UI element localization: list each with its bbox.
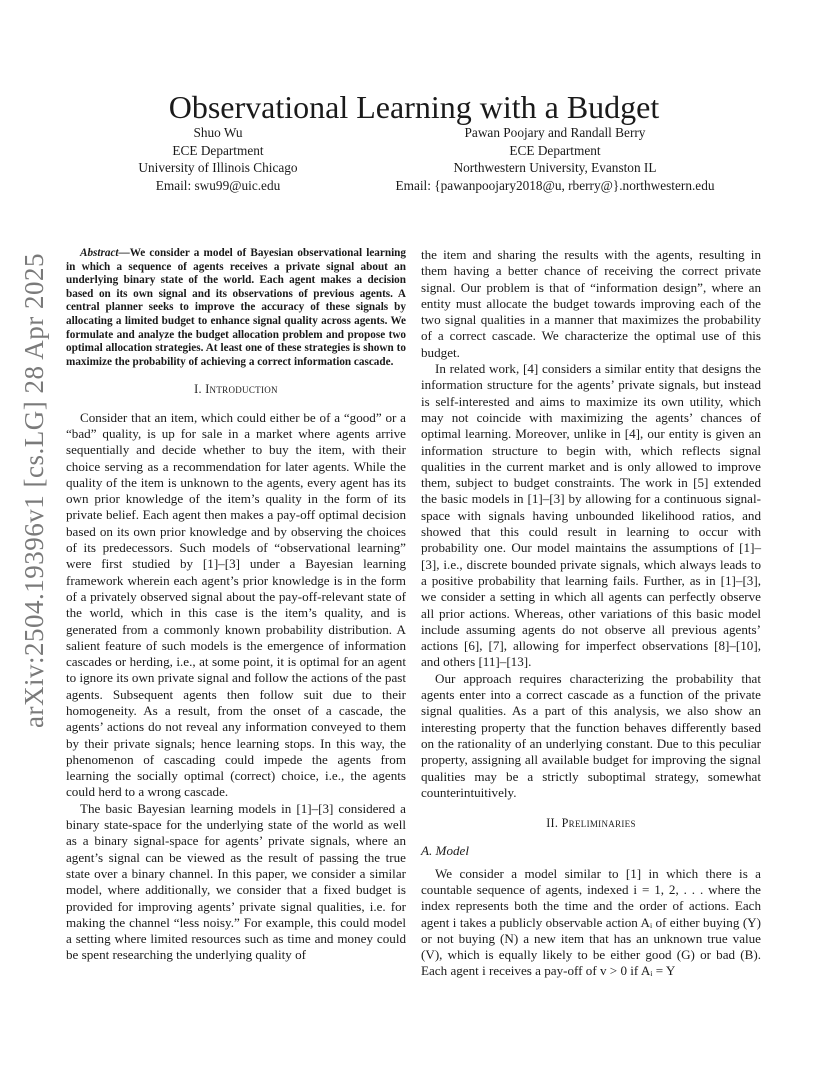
- paragraph: In related work, [4] considers a similar entity that designs the information structure for the agents’ private signals, but instead is self-interested and aims to maximize its own utility, which may not coincide with maximizing the agents’ chances of optimal learning. Moreover, unlike in [4], our entity is given an information structure to begin with, which reflects signal qualities in the current market and is only allowed to improve them, subject to budget constraints. The work in [5] extended the basic models in [1]–[3] by allowing for a continuous signal-space with signals having unbounded likelihood ratios, and showed that this could result in learning to occur with probability one. Our model maintains the assumptions of [1]–[3], i.e., discrete bounded private signals, which always leads to a positive probability that learning fails. Further, as in [1]–[3], we consider a setting in which all agents can perfectly observe all prior actions. Whereas, other variations of this basic model include assuming agents do not observe all previous agents’ actions [6], [7], allowing for imperfect observations [8]–[10], and others [11]–[13].: [421, 361, 761, 670]
- arxiv-identifier-stamp: [14, 210, 54, 770]
- author-block-right: [360, 124, 750, 194]
- author-name: Shuo Wu: [193, 125, 243, 140]
- author-email: Email: {pawanpoojary2018@u, rberry@}.northwestern.edu: [395, 177, 715, 193]
- arxiv-id-text: arXiv:2504.19396v1 [cs.LG] 28 Apr 2025: [18, 252, 49, 728]
- paragraph: Our approach requires characterizing the probability that agents enter into a correct cascade as a function of the private signal qualities. As a part of this analysis, we also show an interesting property that the function behaves differently based on the rationality of an underlying constant. Due to this peculiar property, assigning all available budget for improving the signal qualities may be a strictly suboptimal strategy, somewhat counterintuitively.: [421, 670, 761, 800]
- author-institution: University of Illinois Chicago: [138, 160, 298, 175]
- author-department: ECE Department: [172, 142, 264, 158]
- right-column: [421, 247, 761, 980]
- section-number: I.: [194, 382, 206, 397]
- abstract: [66, 247, 406, 369]
- section-title: Preliminaries: [561, 816, 636, 831]
- paragraph: The basic Bayesian learning models in [1]–[3] considered a binary state-space for the underlying state of the world as well as a binary signal-space for agents’ private signals, where an agent’s signal can be viewed as the result of passing the true state over a binary channel. In this paper, we consider a similar model, where additionally, we consider that a fixed budget is provided for improving agents’ private signal qualities, i.e. for making the channel “less noisy.” For example, this could model a setting where limited resources such as time and money could be spent researching the underlying quality of: [66, 800, 406, 963]
- author-email: Email: swu99@uic.edu: [155, 177, 281, 193]
- paragraph: Consider that an item, which could either be of a “good” or a “bad” quality, is up for sale in a market where agents arrive sequentially and decide whether to buy the item, with their choice serving as a recommendation for later agents. While the quality of the item is unknown to the agents, every agent has its own prior knowledge of the item’s quality in the form of its private belief. Each agent then makes a pay-off optimal decision based on its own prior knowledge and by observing the choices of its predecessors. Such models of “observational learning” were first studied by [1]–[3] under a Bayesian learning framework wherein each agent’s prior knowledge is in the form of a privately observed signal about the pay-off-relevant state of the world, which in this case is the item’s quality, and is generated from a commonly known probability distribution. A salient feature of such models is the emergence of information cascades or herding, i.e., at some point, it is optimal for an agent to ignore its own private signal and follow the actions of the past agents. Subsequent agents then follow suit due to their homogeneity. As a result, from the onset of a cascade, the agents’ actions do not reveal any information conveyed to them by their private signals; hence learning stops. In this way, the phenomenon of cascading could impede the agents from learning the socially optimal (correct) choice, i.e., the agents could herd to a wrong cascade.: [66, 409, 406, 800]
- author-name: Pawan Poojary and Randall Berry: [464, 125, 646, 140]
- paper-title: Observational Learning with a Budget: [168, 89, 660, 126]
- left-column: [66, 247, 406, 964]
- section-heading-preliminaries: [421, 815, 761, 831]
- author-department: ECE Department: [509, 142, 601, 158]
- abstract-label: Abstract: [80, 247, 119, 259]
- section-heading-introduction: [66, 381, 406, 397]
- section-number: II.: [546, 816, 562, 831]
- author-block-left: [118, 124, 318, 194]
- section-title: Introduction: [205, 382, 278, 397]
- abstract-text: —We consider a model of Bayesian observational learning in which a sequence of agents receives a private signal about an underlying binary state of the world. Each agent makes a decision based on its own signal and its observations of previous agents. A central planner seeks to improve the accuracy of these signals by allocating a limited budget to enhance signal quality across agents. We formulate and analyze the budget allocation problem and propose two optimal allocation strategies. At least one of these strategies is shown to maximize the probability of achieving a correct information cascade.: [66, 247, 406, 368]
- subsection-heading-model: A. Model: [421, 843, 469, 859]
- paragraph: We consider a model similar to [1] in which there is a countable sequence of agents, indexed i = 1, 2, . . . where the index represents both the time and the order of actions. Each agent i takes a publicly observable action Aᵢ of either buying (Y) or not buying (N) a new item that has an unknown true value (V), which is equally likely to be either good (G) or bad (B). Each agent i receives a pay-off of v > 0 if Aᵢ = Y: [421, 865, 761, 979]
- author-institution: Northwestern University, Evanston IL: [453, 160, 657, 175]
- paragraph-continued: the item and sharing the results with the agents, resulting in them having a better chance of receiving the correct private signal. Our problem is that of “information design”, where an entity must allocate the budget towards improving each of the two signal qualities in a manner that maximizes the probability of a correct cascade. We characterize the optimal use of this budget.: [421, 247, 761, 360]
